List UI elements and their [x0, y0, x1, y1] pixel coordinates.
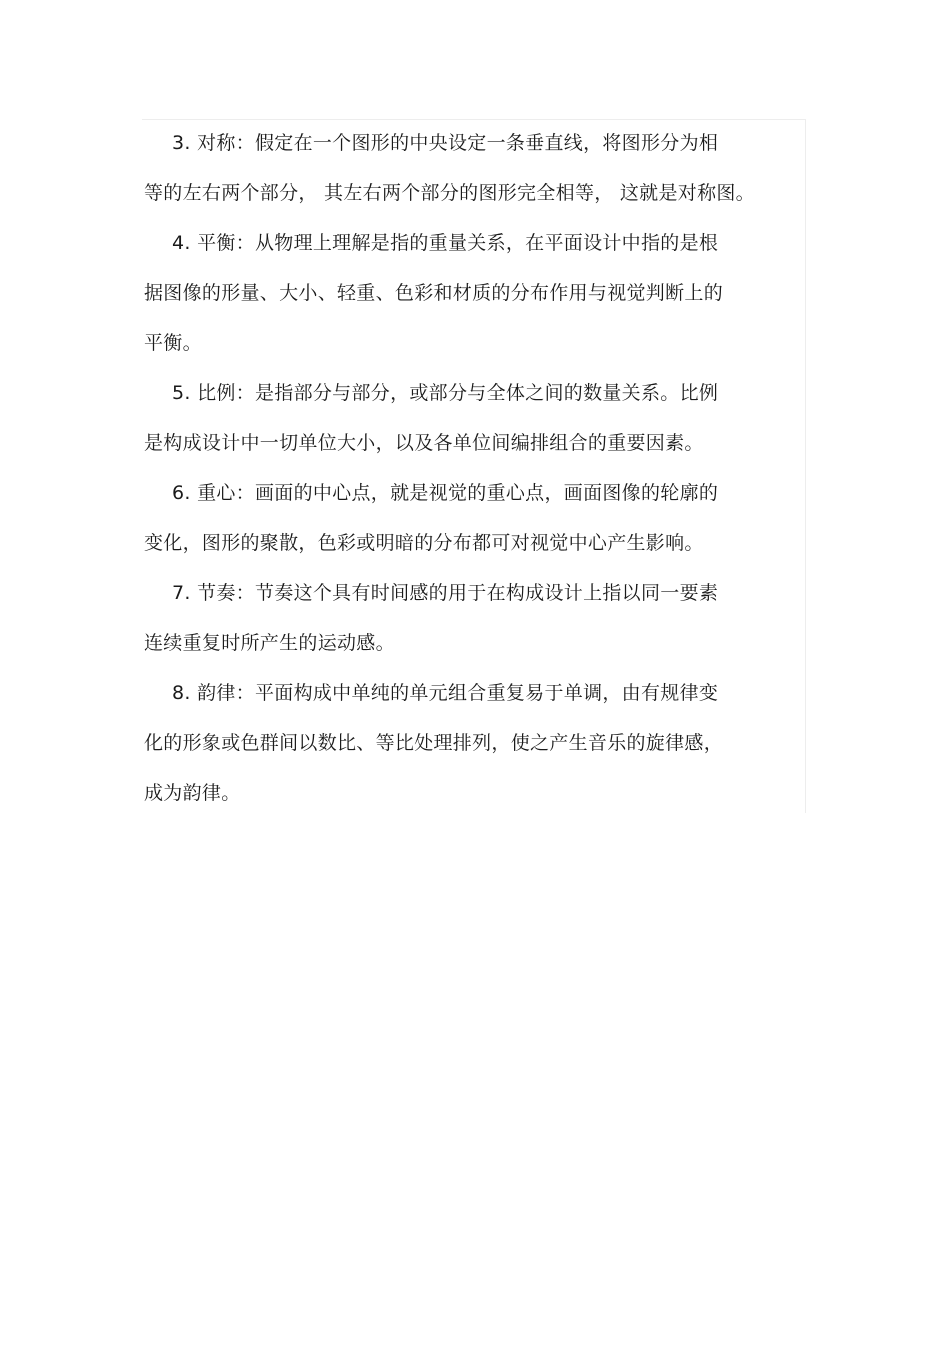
paragraph-proportion-line-2: 是构成设计中一切单位大小，以及各单位间编排组合的重要因素。 [144, 432, 704, 454]
paragraph-cadence-line-3: 成为韵律。 [144, 782, 241, 804]
paragraph-balance-line-2: 据图像的形量、大小、轻重、色彩和材质的分布作用与视觉判断上的 [144, 282, 724, 304]
paragraph-balance-line-3: 平衡。 [144, 332, 202, 354]
paragraph-symmetry-line-2: 等的左右两个部分， 其左右两个部分的图形完全相等， 这就是对称图。 [144, 182, 755, 204]
text-frame [142, 119, 806, 813]
paragraph-center-of-gravity-line-1: 6. 重心：画面的中心点，就是视觉的重心点，画面图像的轮廓的 [172, 482, 719, 504]
paragraph-cadence-line-2: 化的形象或色群间以数比、等比处理排列，使之产生音乐的旋律感， [144, 732, 724, 754]
paragraph-cadence-line-1: 8. 韵律：平面构成中单纯的单元组合重复易于单调，由有规律变 [172, 682, 719, 704]
paragraph-proportion-line-1: 5. 比例：是指部分与部分，或部分与全体之间的数量关系。比例 [172, 382, 719, 404]
paragraph-balance-line-1: 4. 平衡：从物理上理解是指的重量关系，在平面设计中指的是根 [172, 232, 719, 254]
paragraph-rhythm-line-1: 7. 节奏：节奏这个具有时间感的用于在构成设计上指以同一要素 [172, 582, 719, 604]
paragraph-symmetry-line-1: 3. 对称：假定在一个图形的中央设定一条垂直线，将图形分为相 [172, 132, 719, 154]
paragraph-rhythm-line-2: 连续重复时所产生的运动感。 [144, 632, 395, 654]
paragraph-center-of-gravity-line-2: 变化，图形的聚散，色彩或明暗的分布都可对视觉中心产生影响。 [144, 532, 704, 554]
